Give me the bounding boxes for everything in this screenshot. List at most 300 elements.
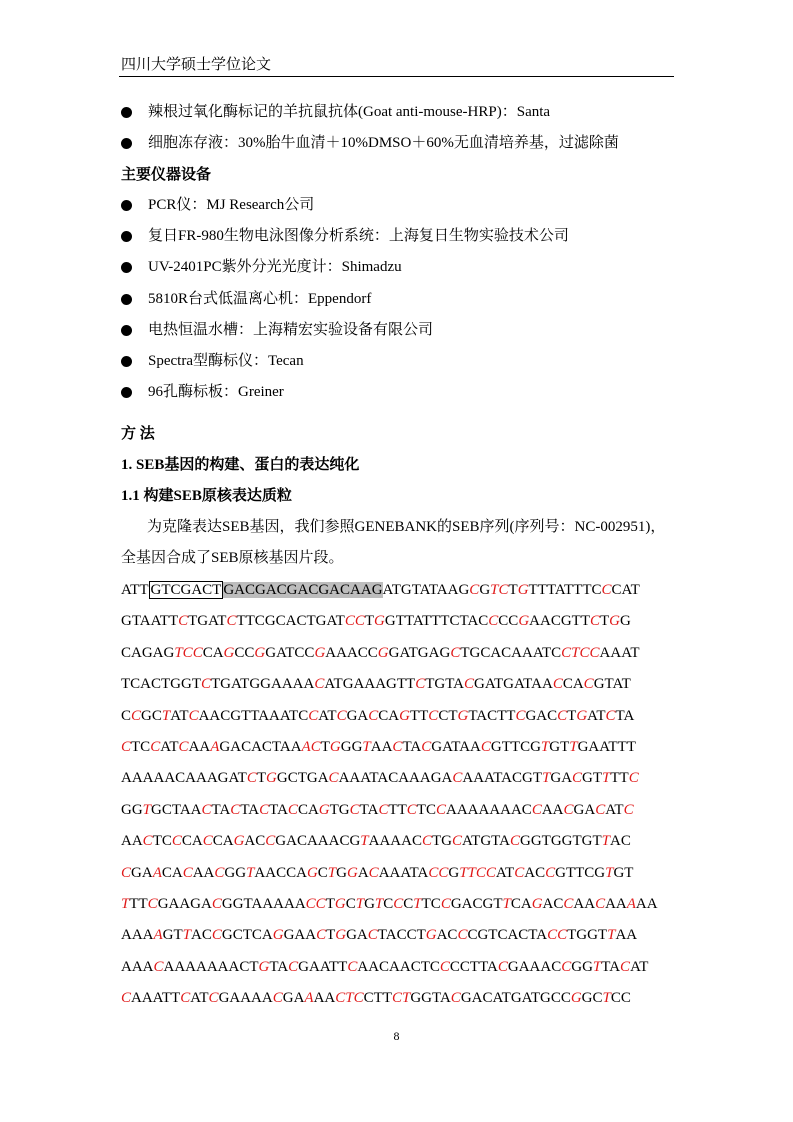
mutated-base: G [306,864,318,881]
mutated-base: C [561,958,572,975]
mutated-base: C [515,707,526,724]
mutated-base: AC [301,738,321,755]
sequence-segment: AA [121,833,143,850]
sequence-segment: GACGT [450,895,503,912]
sequence-segment: T [320,738,330,755]
sequence-segment: TGGT [567,927,608,944]
sequence-segment: GA [131,864,153,881]
sequence-segment: GACAAACG [275,833,361,850]
mutated-base: T [592,958,602,975]
mutated-base: C [406,801,417,818]
sequence-segment: CA [202,644,224,661]
mutated-base: C [178,738,189,755]
sequence-segment: T [326,927,336,944]
sequence-segment: GAAAA [218,990,273,1007]
sequence-segment: AAATACGT [462,770,543,787]
sequence-segment: GAATT [298,958,348,975]
sequence-line [121,763,681,794]
mutated-base: C [464,676,475,693]
mutated-base: G [399,707,410,724]
sequence-segment: TACTT [468,707,516,724]
mutated-base: A [210,738,220,755]
sequence-segment: ATT [121,582,149,598]
bullet-item-centrifuge: 5810R台式低温离心机：Eppendorf [148,291,372,307]
mutated-base: C [393,895,404,912]
sequence-segment: AAA [121,958,154,975]
sequence-segment: TA [402,738,422,755]
sequence-segment: GAAAC [507,958,562,975]
sequence-segment: AACAACTC [357,958,440,975]
mutated-base: C [180,990,191,1007]
mutated-base: C [178,613,189,630]
mutated-base: C [392,738,403,755]
bullet-dot [121,356,132,367]
sequence-segment: TCACTGGT [121,676,201,693]
mutated-base: C [131,707,142,724]
mutated-base: CC [428,864,449,881]
sequence-segment: AT [160,738,179,755]
sequence-segment: ATGTA [462,833,510,850]
sequence-segment: AA [635,895,658,912]
page-number: 8 [393,1029,400,1043]
mutated-base: C [415,676,426,693]
sequence-segment: CC [234,644,255,661]
sequence-segment: AA [573,895,596,912]
mutated-base: CT [391,990,411,1007]
mutated-base: G [266,770,277,787]
mutated-base: C [272,990,283,1007]
sequence-segment: CA [562,676,584,693]
sequence-line [121,795,681,826]
sequence-segment: GA [573,801,596,818]
sequence-segment: T [256,770,267,787]
sequence-segment: CA [181,833,203,850]
sequence-segment: GACATGATGCC [460,990,571,1007]
instruments-heading: 主要仪器设备 [121,167,212,183]
sequence-segment: GTTCG [555,864,606,881]
sequence-segment: TGAT [188,613,227,630]
mutated-base: G [335,927,347,944]
sequence-segment: AAACC [325,644,378,661]
mutated-base: G [346,864,358,881]
sequence-segment: C [403,895,414,912]
mutated-base: C [336,707,347,724]
sequence-segment: TA [615,707,635,724]
mutated-base: T [602,990,611,1007]
mutated-base: C [201,676,212,693]
sequence-segment: AAAAAAAC [445,801,532,818]
mutated-base: T [360,833,369,850]
sequence-segment: AAAAACAAAGAT [121,770,247,787]
mutated-base: T [569,738,578,755]
sequence-segment: A [357,864,369,881]
sequence-segment: C [345,895,356,912]
mutated-base: C [150,738,161,755]
sequence-segment: AT [190,990,209,1007]
mutated-base: T [540,738,550,755]
sequence-segment: T [508,582,518,598]
sequence-segment: CGTCACTA [467,927,548,944]
mutated-base: C [623,801,634,818]
bullet-dot [121,387,132,398]
mutated-base: C [211,927,222,944]
mutated-base: C [171,833,182,850]
sequence-segment: GATCC [265,644,315,661]
mutated-base: C [208,990,219,1007]
sequence-segment: GT [582,770,603,787]
mutated-base: C [563,895,574,912]
sequence-segment: G [448,864,460,881]
sequence-segment: AAATA [378,864,429,881]
sequence-line [121,826,681,857]
mutated-base: G [517,582,529,598]
sequence-line [121,983,681,1014]
mutated-base: C [308,707,319,724]
sequence-segment: AC [191,927,212,944]
mutated-base: T [327,864,337,881]
mutated-base: C [368,707,379,724]
mutated-base: G [609,613,621,630]
mutated-base: G [531,895,543,912]
sequence-segment: TGCACAAATC [460,644,562,661]
mutated-base: A [152,864,162,881]
sequence-segment: AAATACAAAGA [338,770,453,787]
mutated-base: C [347,958,358,975]
sequence-segment: CA [378,707,400,724]
sequence-segment: AACGTTAAATC [198,707,309,724]
sequence-segment: CC [610,990,631,1007]
bullet-item-goat-anti-mouse: 辣根过氧化酶标记的羊抗鼠抗体(Goat anti-mouse-HRP)：Santa [148,104,551,120]
sequence-segment: T [364,613,375,630]
mutated-base: T [413,895,422,912]
sequence-segment: AAAAAAACT [163,958,259,975]
sequence-segment: C [383,895,394,912]
sequence-segment: AC [244,833,266,850]
mutated-base: A [304,990,314,1007]
sequence-segment: CC [498,613,519,630]
mutated-base: C [545,864,556,881]
sequence-segment: TACCT [377,927,426,944]
sequence-segment: GG [121,801,143,818]
bullet-dot [121,231,132,242]
mutated-base: C [288,958,299,975]
mutated-base: T [161,707,171,724]
sequence-segment: GCTGA [276,770,329,787]
sequence-segment: GA [346,927,368,944]
sequence-segment: GATAA [431,738,481,755]
sequence-segment: G [364,895,375,912]
sequence-segment: AA [605,895,627,912]
mutated-base: CC [305,895,326,912]
bullet-dot [121,200,132,211]
sequence-segment: GC [581,990,603,1007]
mutated-base: C [188,707,199,724]
sequence-line [121,732,681,763]
bullet-dot [121,325,132,336]
mutated-base: C [142,833,153,850]
sequence-segment: GT [162,927,183,944]
mutated-base: C [572,770,583,787]
sequence-segment: AC [524,864,546,881]
sequence-segment: AAATT [131,990,181,1007]
running-header: 四川大学硕士学位论文 [121,57,272,73]
mutated-base: G [374,613,385,630]
sequence-line [121,952,681,983]
mutated-base: C [563,801,574,818]
sequence-segment: TA [601,958,621,975]
sequence-line [121,858,681,889]
sequence-segment: TT [388,801,407,818]
sequence-segment: AAA [121,927,154,944]
section-1-heading: 1. SEB基因的构建、蛋白的表达纯化 [121,457,360,473]
sequence-segment: GATGAG [388,644,451,661]
mutated-base: C [583,676,594,693]
bullet-item-spectrophotometer: UV-2401PC紫外分光光度计：Shimadzu [148,259,402,275]
mutated-base: C [469,582,480,598]
sequence-segment: C [317,864,328,881]
bullet-dot [121,294,132,305]
mutated-base: T [355,895,365,912]
bullet-item-96-well-plate: 96孔酶标板：Greiner [148,384,284,400]
mutated-base: C [595,895,606,912]
bullet-dot [121,138,132,149]
mutated-base: C [421,738,432,755]
sequence-segment: TT [129,895,148,912]
sequence-segment: TT [610,770,629,787]
mutated-base: G [334,895,346,912]
mutated-base: G [457,707,469,724]
sequence-segment: AT [605,801,624,818]
highlighted-segment: GACGACGACGACAAG [223,582,383,598]
bullet-item-water-bath: 电热恒温水槽：上海精宏实验设备有限公司 [148,322,434,338]
sequence-segment: GAAGA [157,895,212,912]
sequence-segment: GTTATTTCTAC [384,613,489,630]
mutated-base: G [254,644,266,661]
mutated-base: C [368,864,379,881]
mutated-base: C [226,613,237,630]
sequence-segment: AC [436,927,458,944]
sequence-segment: G [479,582,491,598]
sequence-segment: AT [495,864,515,881]
sequence-segment: GG [224,864,247,881]
sequence-segment: CA [297,801,319,818]
mutated-base: C [246,770,257,787]
sequence-segment: C [121,707,132,724]
sequence-segment: GAC [525,707,558,724]
mutated-base: C [601,582,612,598]
sequence-segment: AAAAC [368,833,422,850]
sequence-segment: TC [131,738,151,755]
sequence-segment: CT [438,707,458,724]
mutated-base: T [142,801,152,818]
sequence-segment: T [567,707,577,724]
mutated-base: C [450,990,461,1007]
mutated-base: C [211,895,222,912]
mutated-base: C [595,801,606,818]
sequence-segment: AA [188,738,211,755]
sequence-segment: GTAT [593,676,631,693]
sequence-segment: AT [587,707,606,724]
sequence-segment: TA [211,801,231,818]
sequence-line [121,638,681,669]
sequence-segment: GCTCA [221,927,273,944]
mutated-base: C [121,990,132,1007]
sequence-segment: AA [313,990,336,1007]
paragraph-line: 全基因合成了SEB原核基因片段。 [121,550,344,566]
sequence-segment: CA [510,895,532,912]
mutated-base: T [121,895,130,912]
sequence-segment: TG [329,801,350,818]
sequence-segment: TGTA [425,676,464,693]
mutated-base: C [488,613,499,630]
mutated-base: C [450,644,461,661]
sequence-segment: GGTGGTGT [520,833,602,850]
mutated-base: T [601,833,610,850]
sequence-segment: GC [141,707,162,724]
sequence-segment: G [336,864,347,881]
mutated-base: C [557,707,568,724]
mutated-base: C [531,801,542,818]
mutated-base: A [153,927,163,944]
mutated-base: C [435,801,446,818]
sequence-segment: GAA [283,927,317,944]
sequence-segment: GG [571,958,593,975]
sequence-segment: TA [269,958,289,975]
bullet-item-pcr: PCR仪：MJ Research公司 [148,197,315,213]
mutated-base: T [362,738,371,755]
sequence-segment: GG [340,738,363,755]
sequence-segment: ATGTATAAG [382,582,470,598]
sequence-segment: TA [269,801,288,818]
sequence-segment: GA [550,770,573,787]
mutated-base: C [439,958,450,975]
mutated-base: G [314,644,326,661]
mutated-base: C [328,770,339,787]
mutated-base: C [214,864,225,881]
sequence-segment: TTTATTTC [528,582,602,598]
mutated-base: C [202,833,213,850]
mutated-base: C [605,707,616,724]
mutated-base: C [121,864,132,881]
mutated-base: C [182,864,193,881]
sequence-segment: CCTTA [449,958,498,975]
mutated-base: G [425,927,437,944]
mutated-base: C [620,958,631,975]
mutated-base: C [440,895,451,912]
sequence-segment: CAT [611,582,640,598]
mutated-base: G [272,927,284,944]
mutated-base: C [514,864,525,881]
mutated-base: C [153,958,164,975]
sequence-segment: TC [152,833,172,850]
sequence-segment: TA [240,801,260,818]
sequence-segment: AC [610,833,631,850]
sequence-segment: GATGATAA [474,676,553,693]
sequence-segment: TA [359,801,379,818]
sequence-segment: GA [346,707,369,724]
sequence-line [121,575,681,606]
mutated-base: CTC [335,990,364,1007]
mutated-base: C [121,738,132,755]
mutated-base: CC [344,613,365,630]
sequence-segment: CA [212,833,234,850]
dna-sequence-block [121,575,681,1014]
mutated-base: C [589,613,600,630]
mutated-base: G [318,801,330,818]
mutated-base: C [147,895,158,912]
mutated-base: C [421,833,432,850]
mutated-base: C [265,833,276,850]
bullet-item-electrophoresis: 复日FR-980生物电泳图像分析系统：上海复日生物实验技术公司 [148,228,569,244]
sequence-segment: AACCA [254,864,307,881]
sequence-segment: GGTAAAAA [221,895,306,912]
mutated-base: T [602,770,611,787]
section-1-1-heading: 1.1 构建SEB原核表达质粒 [121,488,292,504]
sequence-segment: AT [318,707,337,724]
sequence-line [121,701,681,732]
paragraph-line: 为克隆表达SEB基因，我们参照GENEBANK的SEB序列(序列号：NC-002951)， [147,519,666,535]
methods-heading: 方 法 [121,426,155,442]
mutated-base: C [428,707,439,724]
sequence-segment: AT [630,958,649,975]
mutated-base: C [452,833,463,850]
mutated-base: G [233,833,245,850]
sequence-segment: ATGAAAGTT [324,676,416,693]
sequence-segment: GACACTAA [219,738,302,755]
sequence-segment: T [600,613,610,630]
mutated-base: C [552,676,563,693]
mutated-base: T [502,895,511,912]
sequence-segment: GTTCG [490,738,541,755]
mutated-base: T [374,895,384,912]
sequence-segment: TGATGGAAAA [211,676,315,693]
sequence-segment: CTT [363,990,392,1007]
mutated-base: C [509,833,520,850]
sequence-segment: TT [409,707,429,724]
sequence-segment: TC [416,801,436,818]
sequence-segment: AT [170,707,189,724]
bullet-item-plate-reader: Spectra型酶标仪：Tecan [148,353,304,369]
mutated-base: C [497,958,508,975]
sequence-segment: GT [549,738,570,755]
sequence-line [121,920,681,951]
mutated-base: C [316,927,327,944]
sequence-segment: TC [421,895,441,912]
mutated-base: TC [490,582,509,598]
sequence-segment: AC [542,895,564,912]
sequence-segment: TG [432,833,452,850]
mutated-base: G [258,958,270,975]
mutated-base: T [246,864,255,881]
bullet-dot [121,262,132,273]
bullet-item-freezing-medium: 细胞冻存液：30%胎牛血清＋10%DMSO＋60%无血清培养基，过滤除菌 [148,135,619,151]
mutated-base: C [259,801,270,818]
sequence-segment: G [620,613,631,630]
bullet-dot [121,107,132,118]
restriction-site-boxed: GTCGACT [150,582,222,598]
sequence-segment: AA [541,801,564,818]
sequence-line [121,669,681,700]
mutated-base: C [452,770,463,787]
sequence-segment: GTAATT [121,613,179,630]
sequence-segment: AACGTT [529,613,590,630]
mutated-base: C [349,801,360,818]
mutated-base: C [378,801,389,818]
mutated-base: T [542,770,551,787]
mutated-base: G [518,613,530,630]
sequence-segment: CAGAG [121,644,175,661]
mutated-base: G [329,738,341,755]
